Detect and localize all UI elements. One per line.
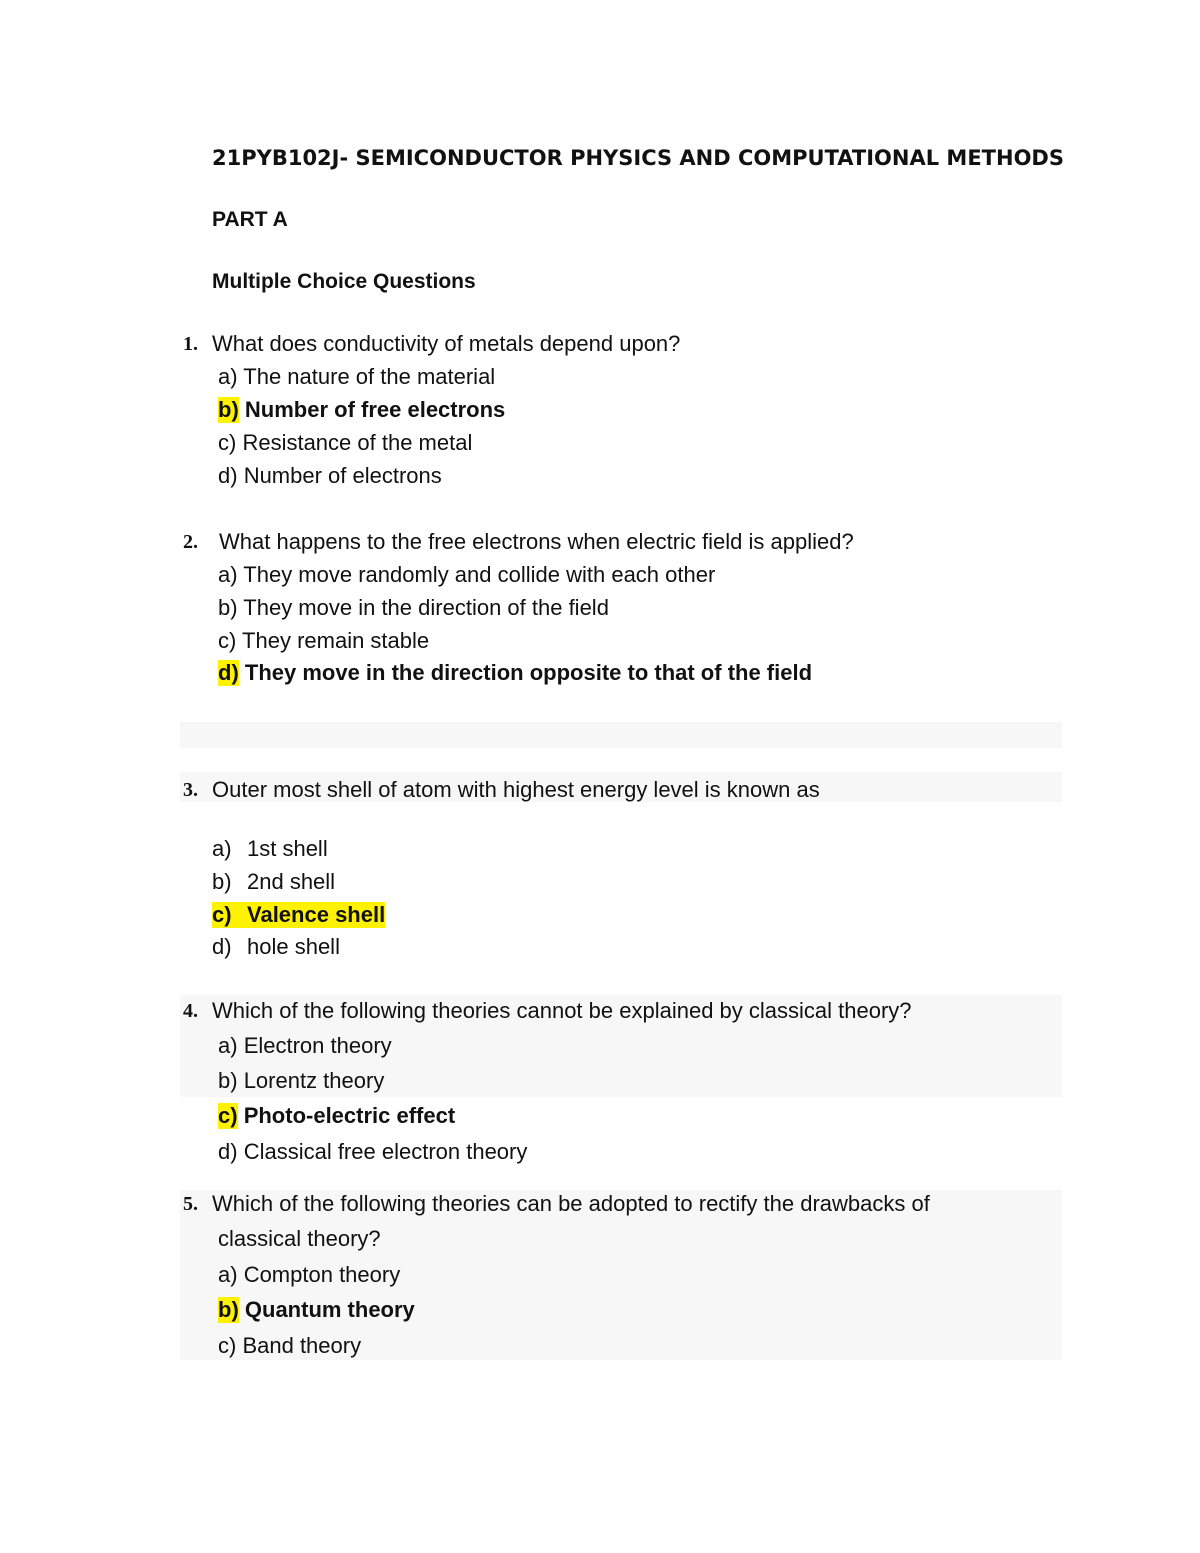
option-b: b) 2nd shell bbox=[212, 869, 336, 894]
tint-band bbox=[180, 722, 1062, 748]
option-d: d) hole shell bbox=[212, 934, 340, 959]
option-b: b) They move in the direction of the field bbox=[218, 595, 609, 620]
question-number: 4. bbox=[183, 1000, 198, 1022]
question-number: 5. bbox=[183, 1193, 198, 1215]
question-text: What does conductivity of metals depend upon? bbox=[212, 331, 681, 356]
option-b-correct: b) Number of free electrons bbox=[218, 397, 506, 422]
option-a: a) Electron theory bbox=[218, 1033, 392, 1058]
answer-highlight: c) bbox=[218, 1103, 238, 1128]
option-a: a) The nature of the material bbox=[218, 364, 496, 389]
question-text: Outer most shell of atom with highest energy level is known as bbox=[212, 777, 820, 802]
option-c-correct: c) Photo-electric effect bbox=[218, 1103, 456, 1128]
question-text-continued: classical theory? bbox=[218, 1226, 381, 1251]
question-number: 1. bbox=[183, 333, 198, 355]
option-a: a) Compton theory bbox=[218, 1262, 401, 1287]
option-b: b) Lorentz theory bbox=[218, 1068, 385, 1093]
option-c-correct: c) Valence shell bbox=[212, 902, 386, 927]
option-c: c) Resistance of the metal bbox=[218, 430, 473, 455]
question-text: Which of the following theories cannot be explained by classical theory? bbox=[212, 998, 912, 1023]
section-heading: Multiple Choice Questions bbox=[212, 270, 476, 293]
document-title: 21PYB102J- SEMICONDUCTOR PHYSICS AND COMPUTATIONAL METHODS bbox=[212, 146, 1064, 170]
question-text: What happens to the free electrons when electric field is applied? bbox=[219, 529, 854, 554]
option-a: a) They move randomly and collide with each other bbox=[218, 562, 716, 587]
option-c: c) They remain stable bbox=[218, 628, 430, 653]
part-heading: PART A bbox=[212, 208, 288, 231]
option-d-correct: d) They move in the direction opposite to that of the field bbox=[218, 660, 813, 685]
answer-highlight: b) bbox=[218, 1297, 239, 1322]
answer-highlight: d) bbox=[218, 660, 239, 685]
answer-highlight: b) bbox=[218, 397, 239, 422]
option-d: d) Classical free electron theory bbox=[218, 1139, 528, 1164]
option-b-correct: b) Quantum theory bbox=[218, 1297, 415, 1322]
question-text: Which of the following theories can be adopted to rectify the drawbacks of bbox=[212, 1191, 930, 1216]
question-number: 3. bbox=[183, 779, 198, 801]
option-d: d) Number of electrons bbox=[218, 463, 442, 488]
option-c: c) Band theory bbox=[218, 1333, 362, 1358]
option-a: a) 1st shell bbox=[212, 836, 328, 861]
question-number: 2. bbox=[183, 531, 198, 553]
